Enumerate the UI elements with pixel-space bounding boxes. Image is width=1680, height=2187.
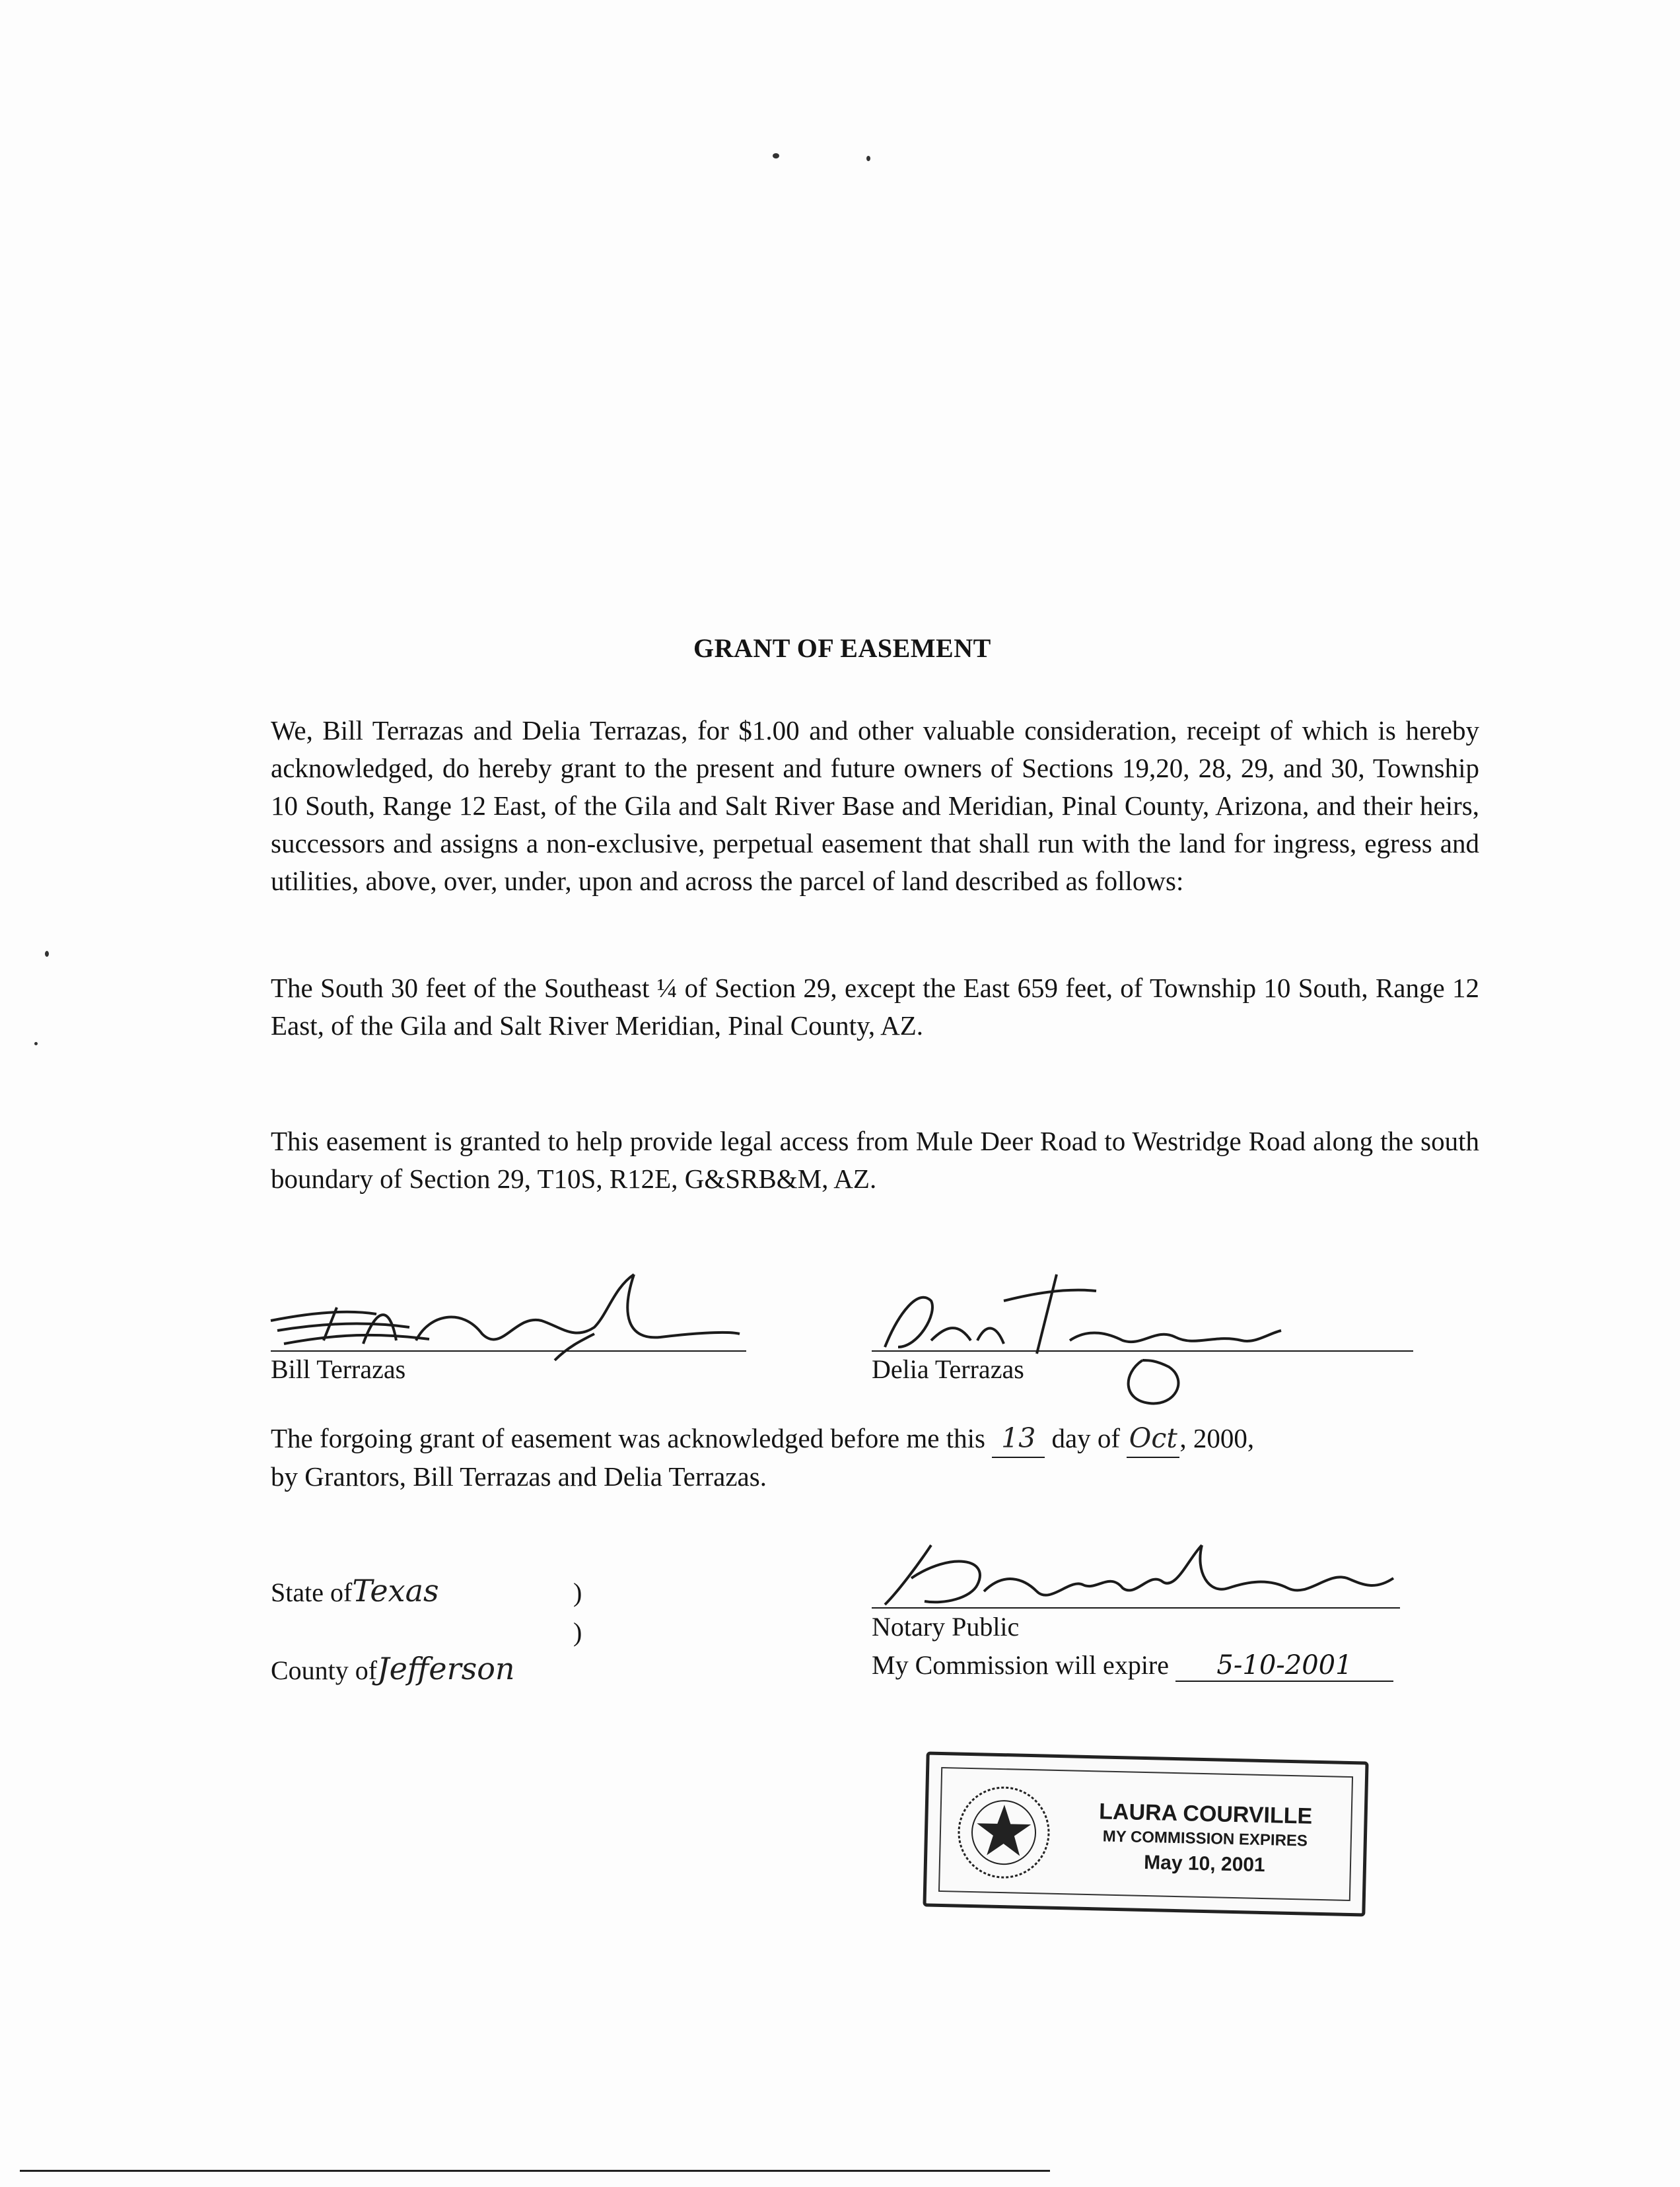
document-title: GRANT OF EASEMENT [693,633,991,663]
scan-speck [773,153,779,158]
scan-speck [866,156,870,161]
delia-terrazas-signature [872,1261,1294,1413]
county-label: County of [271,1655,378,1685]
bottom-edge-line [20,2170,1050,2172]
notary-stamp [923,1751,1368,1916]
acknowledgment-month: Oct [1127,1420,1179,1458]
stamp-notary-name: LAURA COURVILLE [1098,1799,1313,1829]
acknowledgment-day: 13 [992,1420,1045,1458]
commission-expire-label: My Commission will expire [872,1650,1169,1680]
delia-terrazas-label: Delia Terrazas [872,1354,1024,1384]
state-label: State of [271,1578,353,1607]
grant-paragraph: We, Bill Terrazas and Delia Terrazas, for $1.00 and other valuable consideration, receipt of which is hereby acknowledged, do hereby grant to the present and future owners of Sections 19,20, 28, 29, and 30, Township 10 South, Range 12 East, of the Gila and Salt River Base and Meridian, Pinal County, Arizona, and their heirs, successors and assigns a non-exclusive, perpetual easement that shall run with the land for ingress, egress and utilities, above, over, under, upon and across the parcel of land described as follows: [271,715,1479,896]
county-line [271,1651,515,1686]
acknowledgment-year: , 2000, [1179,1423,1255,1453]
county-value: Jefferson [377,1651,515,1686]
state-line [271,1573,439,1609]
acknowledgment-text [271,1420,1254,1495]
state-value: Texas [352,1573,439,1609]
notary-signature [872,1532,1426,1618]
commission-expire-value: 5-10-2001 [1175,1650,1393,1682]
acknowledgment-day-of: day of [1051,1423,1121,1453]
notary-public-label: Notary Public [872,1612,1020,1642]
purpose-paragraph: This easement is granted to help provide legal access from Mule Deer Road to Westridge Road along the south boundary of Section 29, T10S, R12E, G&SRB&M, AZ. [271,1126,1479,1194]
stamp-commission-label: MY COMMISSION EXPIRES [1102,1827,1308,1850]
bill-terrazas-label: Bill Terrazas [271,1354,406,1384]
bill-signature-line [271,1350,746,1352]
stamp-inner-border [938,1767,1353,1901]
acknowledgment-grantors: by Grantors, Bill Terrazas and Delia Terrazas. [271,1461,767,1492]
stamp-expiration-date: May 10, 2001 [1143,1851,1266,1877]
parcel-description-paragraph: The South 30 feet of the Southeast ¼ of Section 29, except the East 659 feet, of Township 10 South, Range 12 East, of the Gila and Salt River Meridian, Pinal County, AZ. [271,973,1479,1041]
commission-expire-line [872,1649,1393,1682]
delia-signature-line [872,1350,1413,1352]
scan-speck [34,1042,38,1045]
notary-seal-star-icon [953,1782,1054,1883]
venue-paren-2: ) [573,1617,582,1647]
venue-paren-1: ) [573,1578,582,1607]
notary-signature-line [872,1607,1400,1609]
acknowledgment-lead: The forgoing grant of easement was acknowledged before me this [271,1423,985,1453]
scan-speck [45,951,49,957]
stamp-text-block [1092,1798,1319,1880]
